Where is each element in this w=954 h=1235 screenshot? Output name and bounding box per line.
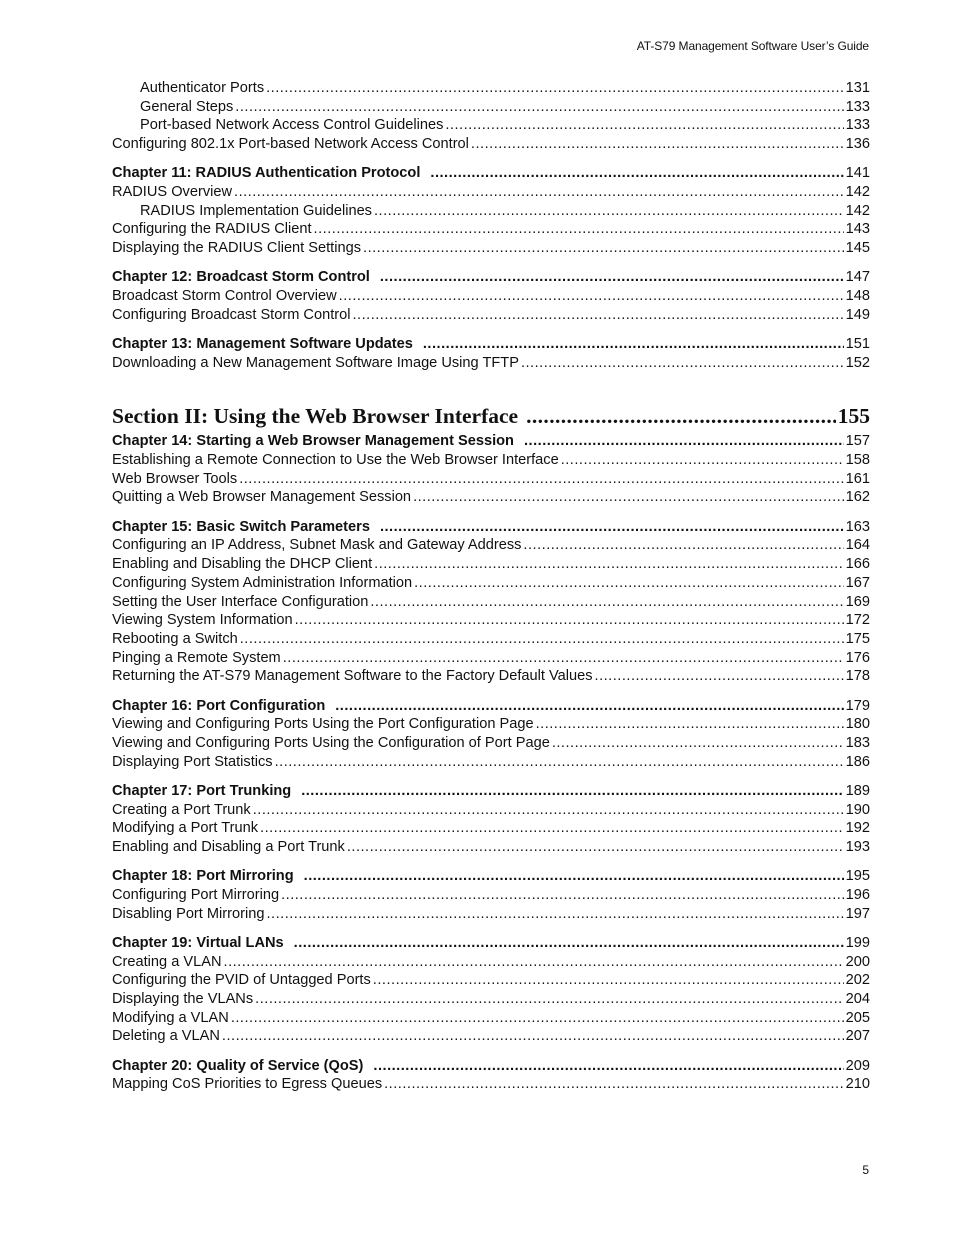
toc-entry-page: 195 [845,868,870,885]
toc-section-title: Section II: Using the Web Browser Interface [112,404,519,429]
dot-leader [443,116,843,135]
toc-entry-page: 133 [845,98,870,115]
dot-leader [519,354,844,373]
dot-leader [411,488,844,507]
toc-chapter-heading[interactable] [112,1057,870,1076]
toc-entry-title: Viewing and Configuring Ports Using the Configuration of Port Page [112,734,550,751]
page-number: 5 [862,1163,869,1177]
toc-entry-title: Viewing System Information [112,612,293,629]
toc-entry-page: 157 [845,433,870,450]
toc-entry-page: 136 [845,136,870,153]
dot-leader [258,819,844,838]
toc-entry-title: Authenticator Ports [140,80,265,96]
toc-entry-title: Quitting a Web Browser Management Session [112,489,412,506]
toc-entry-title: Configuring 802.1x Port-based Network Access Control [112,136,469,153]
toc-entry[interactable] [112,98,870,117]
toc-chapter-title: Chapter 19: Virtual LANs [112,934,284,951]
toc-section-heading[interactable] [112,402,870,430]
dot-leader [229,1009,844,1028]
dot-leader [281,649,844,668]
toc-entry-title: General Steps [140,98,234,115]
toc-entry-page: 202 [845,972,870,989]
dot-leader [299,782,843,801]
toc-section-page: 155 [837,404,870,429]
toc-chapter-title: Chapter 11: RADIUS Authentication Protocol [112,165,421,182]
toc-entry[interactable] [112,470,870,489]
toc-entry[interactable] [112,753,870,772]
dot-leader [264,79,844,98]
toc-entry-page: 162 [845,489,870,506]
toc-entry-page: 197 [845,905,870,922]
toc-chapter-title: Chapter 17: Port Trunking [112,782,292,799]
toc-entry-title: Modifying a Port Trunk [112,820,259,837]
toc-entry[interactable] [112,239,870,258]
toc-entry-page: 151 [845,336,870,353]
toc-entry-page: 172 [845,612,870,629]
toc-entry-page: 141 [845,165,870,182]
toc-entry-title: Modifying a VLAN [112,1009,229,1026]
toc-entry-page: 166 [845,556,870,573]
toc-entry[interactable] [112,183,870,202]
dot-leader [222,953,844,972]
dot-leader [293,611,844,630]
toc-entry-page: 133 [845,117,870,134]
toc-entry-page: 145 [845,240,870,257]
dot-leader [337,287,844,306]
toc-entry-title: Viewing and Configuring Ports Using the Port Configuration Page [112,716,534,733]
toc-entry[interactable] [112,488,870,507]
dot-leader [237,470,843,489]
dot-leader [232,183,844,202]
toc-entry-title: Deleting a VLAN [112,1028,220,1045]
dot-leader [534,715,844,734]
toc-entry[interactable] [112,574,870,593]
dot-leader [368,593,843,612]
dot-leader [371,1057,843,1076]
dot-leader [371,971,844,990]
dot-leader [372,555,844,574]
toc-entry[interactable] [112,593,870,612]
toc-entry-page: 199 [845,934,870,951]
dot-leader [428,164,843,183]
toc-entry-title: Setting the User Interface Configuration [112,593,369,610]
toc-entry-title: Web Browser Tools [112,470,238,487]
toc-entry-page: 193 [845,838,870,855]
toc-entry-page: 200 [845,953,870,970]
toc-entry[interactable] [112,1027,870,1046]
dot-leader [350,306,843,325]
dot-leader [302,867,844,886]
toc-entry-page: 147 [845,269,870,286]
toc-entry-page: 149 [845,306,870,323]
toc-chapter-heading[interactable] [112,934,870,953]
toc-chapter-title: Chapter 13: Management Software Updates [112,336,413,353]
toc-entry-page: 192 [845,820,870,837]
toc-entry[interactable] [112,630,870,649]
toc-entry[interactable] [112,905,870,924]
toc-entry-page: 210 [845,1076,870,1093]
toc-entry[interactable] [112,555,870,574]
toc-entry[interactable] [112,287,870,306]
toc-chapter-heading[interactable] [112,268,870,287]
dot-leader [550,734,844,753]
dot-leader [372,202,844,221]
toc-entry[interactable] [112,715,870,734]
toc-entry-title: Enabling and Disabling a Port Trunk [112,838,345,855]
running-header: AT-S79 Management Software User’s Guide [636,39,869,53]
dot-leader [333,697,843,716]
toc-entry-page: 175 [845,630,870,647]
toc-entry[interactable] [112,354,870,373]
toc-entry-page: 205 [845,1009,870,1026]
toc-entry-title: Broadcast Storm Control Overview [112,288,337,305]
dot-leader [220,1027,844,1046]
toc-entry-title: Displaying the RADIUS Client Settings [112,240,362,257]
toc-entry-title: Configuring Port Mirroring [112,886,280,903]
toc-entry-title: Pinging a Remote System [112,649,281,666]
toc-entry-page: 161 [845,470,870,487]
toc-chapter-title: Chapter 15: Basic Switch Parameters [112,518,370,535]
toc-chapter-title: Chapter 14: Starting a Web Browser Management Session [112,433,514,450]
dot-leader [233,98,843,117]
dot-leader [526,402,836,430]
toc-chapter-title: Chapter 12: Broadcast Storm Control [112,269,370,286]
toc-entry-title: Configuring an IP Address, Subnet Mask and Gateway Address [112,537,522,554]
toc-entry[interactable] [112,1075,870,1094]
table-of-contents [112,79,870,1094]
dot-leader [412,574,844,593]
toc-chapter-heading[interactable] [112,518,870,537]
toc-entry-title: Disabling Port Mirroring [112,905,265,922]
toc-entry-page: 179 [845,697,870,714]
toc-entry-title: Creating a Port Trunk [112,801,251,818]
dot-leader [264,905,843,924]
toc-entry-title: Mapping CoS Priorities to Egress Queues [112,1076,383,1093]
toc-entry-page: 169 [845,593,870,610]
dot-leader [345,838,844,857]
dot-leader [593,667,844,686]
toc-chapter-title: Chapter 16: Port Configuration [112,697,326,714]
toc-entry-page: 178 [845,668,870,685]
toc-entry-page: 167 [845,574,870,591]
dot-leader [469,135,844,154]
toc-entry-page: 158 [845,452,870,469]
toc-entry-title: Rebooting a Switch [112,630,238,647]
toc-entry-title: Displaying the VLANs [112,990,254,1007]
toc-entry[interactable] [112,135,870,154]
dot-leader [522,432,844,451]
toc-chapter-heading[interactable] [112,432,870,451]
toc-entry[interactable] [112,819,870,838]
dot-leader [292,934,844,953]
toc-entry-title: Establishing a Remote Connection to Use the Web Browser Interface [112,452,559,469]
toc-chapter-heading[interactable] [112,164,870,183]
dot-leader [273,753,844,772]
toc-entry-page: 131 [845,80,870,96]
dot-leader [421,335,844,354]
toc-entry[interactable] [112,649,870,668]
toc-entry-page: 152 [845,354,870,371]
toc-entry[interactable] [112,116,870,135]
dot-leader [279,886,844,905]
toc-entry-title: Configuring Broadcast Storm Control [112,306,351,323]
toc-entry[interactable] [112,611,870,630]
toc-chapter-title: Chapter 18: Port Mirroring [112,868,294,885]
toc-entry-page: 196 [845,886,870,903]
toc-entry-page: 189 [845,782,870,799]
toc-entry-title: Port-based Network Access Control Guidelines [140,117,444,134]
toc-entry[interactable] [112,667,870,686]
toc-entry-page: 176 [845,649,870,666]
toc-entry[interactable] [112,971,870,990]
toc-entry-title: Configuring the RADIUS Client [112,221,312,238]
toc-entry-page: 142 [845,184,870,201]
toc-entry-page: 207 [845,1028,870,1045]
toc-entry[interactable] [112,734,870,753]
toc-entry-page: 209 [845,1057,870,1074]
toc-entry-page: 183 [845,734,870,751]
toc-chapter-heading[interactable] [112,697,870,716]
dot-leader [382,1075,844,1094]
toc-entry-page: 142 [845,202,870,219]
toc-entry-title: Creating a VLAN [112,953,222,970]
dot-leader [378,268,844,287]
toc-entry[interactable] [112,953,870,972]
toc-chapter-heading[interactable] [112,335,870,354]
dot-leader [361,239,844,258]
toc-entry[interactable] [112,536,870,555]
toc-entry-title: RADIUS Implementation Guidelines [140,202,372,219]
toc-entry-page: 204 [845,990,870,1007]
toc-chapter-heading[interactable] [112,867,870,886]
dot-leader [251,801,844,820]
dot-leader [378,518,844,537]
toc-entry[interactable] [112,451,870,470]
toc-entry-page: 190 [845,801,870,818]
toc-entry-title: RADIUS Overview [112,184,233,201]
toc-entry-title: Enabling and Disabling the DHCP Client [112,556,373,573]
toc-entry[interactable] [112,886,870,905]
toc-entry-page: 143 [845,221,870,238]
dot-leader [312,220,844,239]
toc-entry-page: 163 [845,518,870,535]
toc-entry[interactable] [112,220,870,239]
toc-entry[interactable] [112,990,870,1009]
toc-entry-title: Displaying Port Statistics [112,753,273,770]
toc-entry-title: Downloading a New Management Software Image Using TFTP [112,354,519,371]
toc-entry-title: Configuring the PVID of Untagged Ports [112,972,371,989]
toc-entry[interactable] [112,202,870,221]
dot-leader [253,990,843,1009]
toc-chapter-title: Chapter 20: Quality of Service (QoS) [112,1057,364,1074]
toc-entry[interactable] [112,79,870,98]
toc-entry-page: 164 [845,537,870,554]
toc-entry[interactable] [112,306,870,325]
toc-entry[interactable] [112,801,870,820]
toc-entry-title: Returning the AT-S79 Management Software to the Factory Default Values [112,668,593,685]
toc-entry-page: 180 [845,716,870,733]
toc-entry[interactable] [112,1009,870,1028]
toc-entry[interactable] [112,838,870,857]
toc-entry-page: 186 [845,753,870,770]
dot-leader [238,630,844,649]
toc-chapter-heading[interactable] [112,782,870,801]
dot-leader [559,451,844,470]
toc-entry-title: Configuring System Administration Information [112,574,413,591]
toc-entry-page: 148 [845,288,870,305]
dot-leader [521,536,843,555]
